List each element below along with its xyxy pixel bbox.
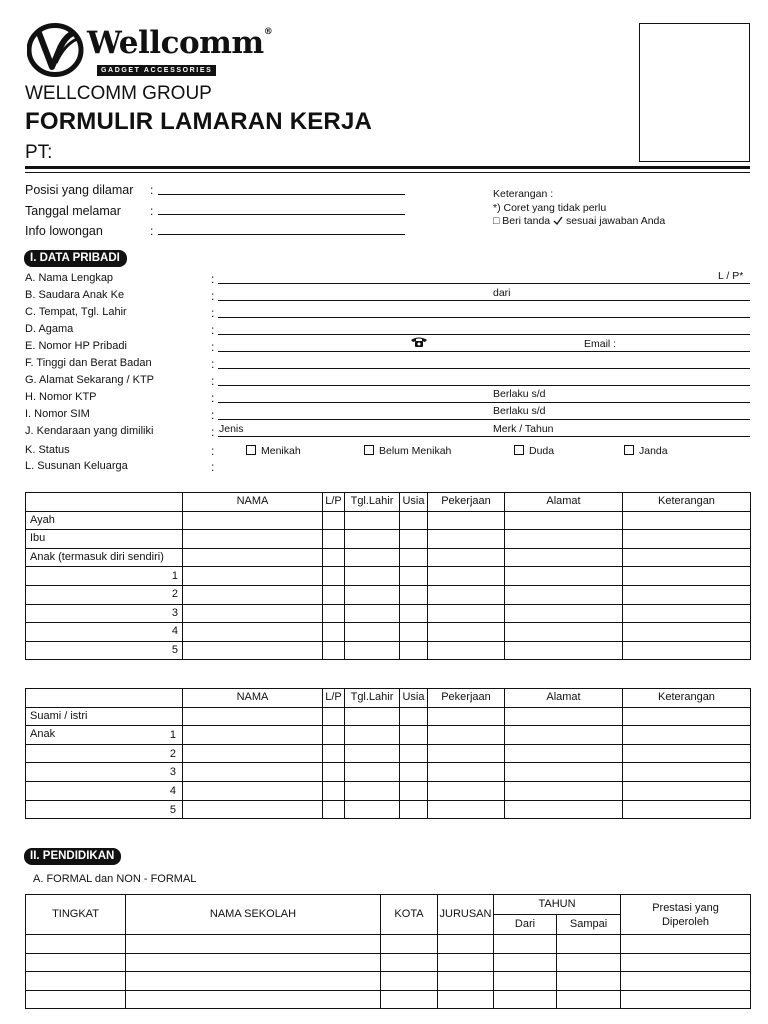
table-cell[interactable] (400, 567, 428, 586)
table-cell[interactable] (505, 726, 623, 745)
section-data-pribadi-title: I. DATA PRIBADI (24, 250, 127, 267)
family2-row-label (26, 726, 183, 745)
section-pendidikan-title: II. PENDIDIKAN (24, 848, 121, 865)
ktp-berlaku-label: Berlaku s/d (493, 388, 546, 400)
family1-header-cell: L/P (323, 493, 345, 512)
table-row (26, 511, 751, 530)
table-cell[interactable] (400, 781, 428, 800)
table-row (26, 935, 751, 954)
field-input-g-alamat-sekarang-ktp[interactable] (218, 385, 750, 386)
edu-header-tingkat: TINGKAT (26, 895, 126, 935)
table-cell[interactable] (623, 548, 751, 567)
field-input-f-tinggi-dan-berat-badan[interactable] (218, 368, 750, 369)
family2-header-cell: L/P (323, 689, 345, 708)
table-cell[interactable] (323, 548, 345, 567)
table-cell[interactable] (183, 800, 323, 819)
family-table-spouse (25, 688, 751, 819)
keterangan-line2-suffix: sesuai jawaban Anda (565, 215, 666, 227)
field-colon: : (211, 374, 215, 388)
company-group: WELLCOMM GROUP (25, 83, 212, 104)
table-cell[interactable] (557, 935, 621, 954)
table-cell[interactable] (400, 585, 428, 604)
table-cell[interactable] (323, 623, 345, 642)
field-label-h-nomor-ktp: H. Nomor KTP (25, 391, 97, 403)
family1-header-cell: NAMA (183, 493, 323, 512)
field-input-d-agama[interactable] (218, 334, 750, 335)
table-cell[interactable] (505, 707, 623, 726)
family1-row-label: 3 (26, 604, 183, 623)
table-cell[interactable] (26, 990, 126, 1009)
field-label-d-agama: D. Agama (25, 323, 74, 335)
table-cell[interactable] (428, 641, 505, 660)
table-cell[interactable] (428, 800, 505, 819)
sim-berlaku-label: Berlaku s/d (493, 405, 546, 417)
field-colon: : (211, 340, 215, 354)
table-cell[interactable] (400, 726, 428, 745)
family1-row-label: 1 (26, 567, 183, 586)
table-cell[interactable] (323, 744, 345, 763)
family1-header-cell: Keterangan (623, 493, 751, 512)
table-row (26, 744, 751, 763)
header-divider-thin (25, 172, 750, 173)
field-input-e-nomor-hp-pribadi[interactable] (218, 351, 750, 352)
posisi-colon: : (150, 183, 154, 197)
lp-mark: L / P* (718, 270, 744, 282)
pt-label: PT: (25, 142, 53, 163)
keterangan-title: Keterangan : (493, 188, 554, 200)
field-input-j-kendaraan-yang-dimiliki[interactable] (218, 436, 750, 437)
family1-row-label: Anak (termasuk diri sendiri) (26, 548, 183, 567)
table-cell[interactable] (400, 800, 428, 819)
table-cell[interactable] (26, 972, 126, 991)
table-cell[interactable] (345, 585, 400, 604)
field-colon: : (211, 444, 215, 458)
table-cell[interactable] (428, 781, 505, 800)
info-lowongan-label: Info lowongan (25, 224, 103, 238)
status-option-label: Duda (529, 445, 555, 457)
family1-header-cell: Tgl.Lahir (345, 493, 400, 512)
field-input-i-nomor-sim[interactable] (218, 419, 750, 420)
info-lowongan-field[interactable] (158, 234, 405, 235)
table-cell[interactable] (400, 511, 428, 530)
keterangan-line2-prefix: □ Beri tanda (493, 215, 551, 227)
table-cell[interactable] (183, 781, 323, 800)
field-input-c-tempat-tgl-lahir[interactable] (218, 317, 750, 318)
table-row (26, 707, 751, 726)
family2-row-number: 3 (169, 766, 176, 779)
family2-header-cell: Usia (400, 689, 428, 708)
table-header-row (26, 493, 751, 512)
table-cell[interactable] (381, 990, 438, 1009)
family2-row-number: 4 (169, 784, 176, 797)
field-label-j-kendaraan-yang-dimiliki: J. Kendaraan yang dimiliki (25, 425, 154, 437)
table-cell[interactable] (428, 511, 505, 530)
table-cell[interactable] (505, 641, 623, 660)
table-row (26, 641, 751, 660)
field-input-b-saudara-anak-ke[interactable] (218, 300, 750, 301)
pendidikan-subtitle: A. FORMAL dan NON - FORMAL (33, 873, 197, 885)
edu-header-tahun: TAHUN (494, 895, 621, 915)
table-cell[interactable] (557, 953, 621, 972)
table-cell[interactable] (400, 530, 428, 549)
table-cell[interactable] (428, 726, 505, 745)
table-cell[interactable] (183, 763, 323, 782)
table-cell[interactable] (345, 511, 400, 530)
family2-row-number: 1 (169, 729, 176, 742)
family2-row-label (26, 744, 183, 763)
table-cell[interactable] (126, 935, 381, 954)
posisi-field[interactable] (158, 194, 405, 195)
family1-header-cell: Pekerjaan (428, 493, 505, 512)
table-row (26, 548, 751, 567)
family2-row-left: Anak (30, 728, 56, 741)
table-row (26, 567, 751, 586)
table-cell[interactable] (323, 530, 345, 549)
table-cell[interactable] (623, 604, 751, 623)
table-cell[interactable] (345, 530, 400, 549)
field-colon: : (211, 391, 215, 405)
table-cell[interactable] (428, 763, 505, 782)
status-option-label: Janda (639, 445, 668, 457)
table-cell[interactable] (323, 567, 345, 586)
family1-row-label: Ibu (26, 530, 183, 549)
table-cell[interactable] (505, 800, 623, 819)
table-cell[interactable] (183, 585, 323, 604)
table-cell[interactable] (428, 604, 505, 623)
table-cell[interactable] (183, 641, 323, 660)
family1-header-cell (26, 493, 183, 512)
table-row (26, 530, 751, 549)
table-cell[interactable] (623, 763, 751, 782)
table-row (26, 800, 751, 819)
field-label-g-alamat-sekarang-ktp: G. Alamat Sekarang / KTP (25, 374, 155, 386)
table-cell[interactable] (345, 726, 400, 745)
table-cell[interactable] (381, 935, 438, 954)
logo-registered: ® (263, 27, 273, 37)
family2-row-left: Suami / istri (30, 709, 88, 722)
table-cell[interactable] (494, 990, 557, 1009)
table-row (26, 953, 751, 972)
tanggal-colon: : (150, 204, 154, 218)
table-cell[interactable] (505, 567, 623, 586)
table-cell[interactable] (428, 585, 505, 604)
table-cell[interactable] (345, 800, 400, 819)
table-cell[interactable] (505, 530, 623, 549)
info-colon: : (150, 224, 154, 238)
kendaraan-merk-label: Merk / Tahun (493, 423, 554, 435)
checkbox-icon (246, 445, 256, 455)
table-cell[interactable] (428, 548, 505, 567)
logo-text: Wellcomm (87, 25, 264, 61)
table-cell[interactable] (623, 511, 751, 530)
table-cell[interactable] (323, 726, 345, 745)
table-cell[interactable] (345, 623, 400, 642)
table-cell[interactable] (505, 781, 623, 800)
table-cell[interactable] (323, 800, 345, 819)
table-cell[interactable] (557, 990, 621, 1009)
table-cell[interactable] (557, 972, 621, 991)
family-table-parents (25, 492, 751, 660)
table-cell[interactable] (438, 953, 494, 972)
field-colon: : (211, 306, 215, 320)
field-colon: : (211, 425, 215, 439)
telephone-icon (410, 336, 428, 348)
table-cell[interactable] (345, 763, 400, 782)
posisi-label: Posisi yang dilamar (25, 183, 134, 197)
table-cell[interactable] (494, 935, 557, 954)
table-cell[interactable] (323, 707, 345, 726)
email-label: Email : (584, 338, 617, 350)
table-cell[interactable] (494, 972, 557, 991)
table-cell[interactable] (323, 781, 345, 800)
table-cell[interactable] (505, 548, 623, 567)
family1-header-cell: Alamat (505, 493, 623, 512)
table-cell[interactable] (623, 585, 751, 604)
table-row (26, 781, 751, 800)
field-label-b-saudara-anak-ke: B. Saudara Anak Ke (25, 289, 125, 301)
table-cell[interactable] (381, 953, 438, 972)
field-colon: : (211, 357, 215, 371)
table-cell[interactable] (621, 935, 751, 954)
table-cell[interactable] (623, 707, 751, 726)
logo-emblem-icon (27, 23, 85, 77)
table-cell[interactable] (400, 641, 428, 660)
table-row (26, 623, 751, 642)
table-cell[interactable] (183, 726, 323, 745)
edu-header-kota: KOTA (381, 895, 438, 935)
table-row (26, 990, 751, 1009)
table-cell[interactable] (428, 530, 505, 549)
table-cell[interactable] (623, 530, 751, 549)
edu-header-prestasi-line1: Prestasi yang (652, 901, 719, 914)
edu-header-nama-sekolah: NAMA SEKOLAH (126, 895, 381, 935)
table-cell[interactable] (183, 567, 323, 586)
header-divider-thick (25, 166, 750, 169)
table-row (26, 726, 751, 745)
status-option-duda[interactable] (514, 445, 554, 457)
kendaraan-jenis-label: Jenis (219, 423, 244, 435)
table-cell[interactable] (345, 567, 400, 586)
checkbox-icon (514, 445, 524, 455)
table-cell[interactable] (400, 744, 428, 763)
field-label-c-tempat-tgl-lahir: C. Tempat, Tgl. Lahir (25, 306, 127, 318)
table-cell[interactable] (345, 548, 400, 567)
dari-label: dari (493, 287, 511, 299)
table-cell[interactable] (428, 623, 505, 642)
table-cell[interactable] (623, 800, 751, 819)
table-cell[interactable] (400, 604, 428, 623)
edu-header-jurusan: JURUSAN (438, 895, 494, 935)
table-cell[interactable] (505, 585, 623, 604)
field-label-l-susunan-keluarga: L. Susunan Keluarga (25, 460, 128, 472)
field-colon: : (211, 460, 215, 474)
logo (27, 22, 273, 78)
table-cell[interactable] (505, 623, 623, 642)
logo-subtitle: GADGET ACCESSORIES (97, 65, 216, 76)
table-cell[interactable] (623, 641, 751, 660)
table-cell[interactable] (505, 604, 623, 623)
table-cell[interactable] (345, 641, 400, 660)
table-cell[interactable] (345, 707, 400, 726)
family2-row-number: 5 (169, 803, 176, 816)
family2-row-label (26, 800, 183, 819)
table-cell[interactable] (345, 781, 400, 800)
checkbox-icon (364, 445, 374, 455)
table-cell[interactable] (505, 744, 623, 763)
table-cell[interactable] (26, 953, 126, 972)
table-cell[interactable] (438, 972, 494, 991)
table-cell[interactable] (428, 744, 505, 763)
checkbox-icon (624, 445, 634, 455)
table-row (26, 763, 751, 782)
field-input-a-nama-lengkap[interactable] (218, 283, 750, 284)
table-cell[interactable] (494, 953, 557, 972)
table-cell[interactable] (505, 511, 623, 530)
field-colon: : (211, 408, 215, 422)
table-cell[interactable] (623, 726, 751, 745)
family1-row-label: 2 (26, 585, 183, 604)
table-cell[interactable] (183, 744, 323, 763)
status-option-menikah[interactable] (246, 445, 301, 457)
table-cell[interactable] (438, 935, 494, 954)
table-cell[interactable] (323, 585, 345, 604)
table-cell[interactable] (428, 707, 505, 726)
table-row (26, 604, 751, 623)
table-cell[interactable] (623, 623, 751, 642)
field-label-k-status: K. Status (25, 444, 70, 456)
table-cell[interactable] (183, 548, 323, 567)
table-cell[interactable] (345, 604, 400, 623)
family2-header-cell: NAMA (183, 689, 323, 708)
table-row (26, 972, 751, 991)
table-cell[interactable] (126, 972, 381, 991)
status-option-label: Menikah (261, 445, 301, 457)
table-cell[interactable] (623, 567, 751, 586)
table-cell[interactable] (26, 935, 126, 954)
table-cell[interactable] (126, 953, 381, 972)
table-cell[interactable] (400, 707, 428, 726)
table-header-row (26, 689, 751, 708)
family2-row-label (26, 707, 183, 726)
table-cell[interactable] (183, 623, 323, 642)
form-title: FORMULIR LAMARAN KERJA (25, 108, 373, 135)
family1-row-label: 5 (26, 641, 183, 660)
table-cell[interactable] (400, 763, 428, 782)
table-cell[interactable] (323, 604, 345, 623)
family2-row-label (26, 781, 183, 800)
table-cell[interactable] (505, 763, 623, 782)
status-option-janda[interactable] (624, 445, 668, 457)
family1-header-cell: Usia (400, 493, 428, 512)
education-table (25, 894, 751, 1009)
table-cell[interactable] (183, 707, 323, 726)
table-cell[interactable] (621, 972, 751, 991)
table-cell[interactable] (323, 641, 345, 660)
field-label-f-tinggi-dan-berat-badan: F. Tinggi dan Berat Badan (25, 357, 152, 369)
family2-row-number: 2 (169, 747, 176, 760)
edu-header-prestasi (621, 895, 751, 935)
table-cell[interactable] (438, 990, 494, 1009)
table-cell[interactable] (183, 604, 323, 623)
family2-header-cell: Tgl.Lahir (345, 689, 400, 708)
family2-row-label (26, 763, 183, 782)
status-option-label: Belum Menikah (379, 445, 452, 457)
tanggal-melamar-label: Tanggal melamar (25, 204, 121, 218)
table-cell[interactable] (621, 990, 751, 1009)
edu-header-dari: Dari (494, 915, 557, 935)
table-cell[interactable] (400, 623, 428, 642)
field-colon: : (211, 323, 215, 337)
keterangan-line1: *) Coret yang tidak perlu (493, 202, 607, 214)
table-cell[interactable] (345, 744, 400, 763)
family1-row-label: 4 (26, 623, 183, 642)
table-cell[interactable] (623, 781, 751, 800)
edu-header-sampai: Sampai (557, 915, 621, 935)
checkmark-icon (553, 216, 563, 225)
table-cell[interactable] (323, 763, 345, 782)
table-cell[interactable] (381, 972, 438, 991)
field-colon: : (211, 272, 215, 286)
tanggal-melamar-field[interactable] (158, 214, 405, 215)
edu-header-prestasi-line2: Diperoleh (661, 915, 710, 928)
status-option-belum-menikah[interactable] (364, 445, 451, 457)
field-input-h-nomor-ktp[interactable] (218, 402, 750, 403)
table-row (26, 585, 751, 604)
field-label-a-nama-lengkap: A. Nama Lengkap (25, 272, 114, 284)
table-cell[interactable] (323, 511, 345, 530)
table-cell[interactable] (621, 953, 751, 972)
family2-header-cell: Keterangan (623, 689, 751, 708)
table-cell[interactable] (126, 990, 381, 1009)
table-cell[interactable] (183, 511, 323, 530)
field-colon: : (211, 289, 215, 303)
photo-box[interactable] (639, 23, 750, 162)
family2-header-cell: Pekerjaan (428, 689, 505, 708)
family2-header-cell: Alamat (505, 689, 623, 708)
table-cell[interactable] (183, 530, 323, 549)
family2-header-cell (26, 689, 183, 708)
table-cell[interactable] (623, 744, 751, 763)
field-label-e-nomor-hp-pribadi: E. Nomor HP Pribadi (25, 340, 127, 352)
table-cell[interactable] (428, 567, 505, 586)
family1-row-label: Ayah (26, 511, 183, 530)
table-cell[interactable] (400, 548, 428, 567)
field-label-i-nomor-sim: I. Nomor SIM (25, 408, 90, 420)
keterangan-line2 (493, 216, 665, 227)
